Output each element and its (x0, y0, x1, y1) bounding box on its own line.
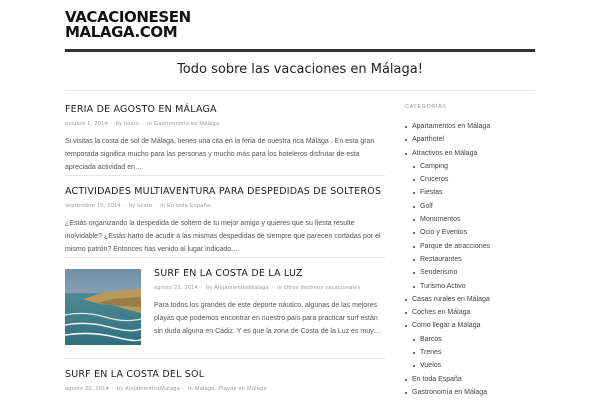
site-tagline: Todo sobre las vacaciones en Málaga! (177, 62, 423, 77)
post-category[interactable]: in En toda España (160, 203, 211, 209)
post-author[interactable]: by luisro (129, 203, 153, 209)
coastal-cliffs-image (65, 269, 141, 345)
post-divider (65, 175, 385, 176)
logo-line-2: MALAGA.COM (65, 23, 178, 41)
post-meta: agosto 20, 2014 · by AlojamientosMalaga · in Málaga, Playas en Málaga (65, 386, 267, 392)
post-thumbnail[interactable] (65, 269, 141, 345)
post-meta: octubre 1, 2014 · by luisro · in Gastronomía en Málaga (65, 121, 220, 127)
post-date[interactable]: septiembre 15, 2014 (65, 203, 121, 209)
post-author[interactable]: by AlojamientosMalaga (117, 386, 180, 392)
post-title-link[interactable]: ACTIVIDADES MULTIAVENTURA PARA DESPEDIDAS DE SOLTEROS (65, 186, 382, 197)
subcategory-item[interactable]: Camping (405, 160, 540, 173)
subcategory-item[interactable]: Barcos (405, 333, 540, 346)
subcategory-item[interactable]: Golf (405, 200, 540, 213)
post-divider (65, 257, 385, 258)
subcategory-item[interactable]: Senderismo (405, 266, 540, 279)
category-item[interactable]: Aparthotel (405, 133, 540, 146)
subcategory-item[interactable]: Trenes (405, 346, 540, 359)
post-category[interactable]: in Otros destinos vacacionales (277, 285, 361, 291)
post-title-link[interactable]: SURF EN LA COSTA DE LA LUZ (154, 268, 303, 279)
post-date[interactable]: agosto 20, 2014 (65, 386, 109, 392)
post-feria-de-agosto (65, 104, 385, 174)
post-excerpt: Si visitas la costa de sol de Málaga, tienes una cita en la feria de nuestra rica Málaga . En esta gran temporada significa mucho para las personas y mucho más para los hoteleros disfrutar de esta apreciada actividad en… (65, 138, 375, 171)
category-item[interactable]: Atractivos en Málaga (405, 147, 540, 160)
post-divider (65, 358, 385, 359)
post-date[interactable]: agosto 21, 2014 (154, 285, 198, 291)
post-meta: agosto 21, 2014 · by AlojamientosMalaga · in Otros destinos vacacionales (154, 285, 361, 291)
subcategory-item[interactable]: Vuelos (405, 359, 540, 372)
post-category[interactable]: in Gastronomía en Málaga (147, 121, 220, 127)
sidebar-title: CATEGORÍAS (405, 104, 447, 110)
category-item[interactable]: Casas rurales en Málaga (405, 293, 540, 306)
tagline-divider (65, 90, 535, 91)
subcategory-item[interactable]: Parque de atracciones (405, 240, 540, 253)
post-category[interactable]: in Málaga, Playas en Málaga (188, 386, 267, 392)
post-meta: septiembre 15, 2014 · by luisro · in En toda España (65, 203, 211, 209)
post-actividades-multiaventura (65, 186, 385, 256)
category-item[interactable]: En toda España (405, 373, 540, 386)
post-excerpt: ¿Estás organizando la despedida de soltero de tu mejor amigo y quieres que su fiesta resulte inolvidable? ¿Estás harto de acudir a las mismas despedidas de siempre que parecen cortadas por el mismo patrón? Entonces has venido al lugar indicado,… (65, 220, 381, 253)
sidebar-categories (405, 104, 540, 399)
subcategory-item[interactable]: Monumentos (405, 213, 540, 226)
post-surf-costa-del-sol (65, 369, 385, 392)
category-item[interactable]: Coches en Málaga (405, 306, 540, 319)
post-surf-costa-de-la-luz (154, 268, 385, 338)
header-bar (65, 49, 535, 52)
category-list (405, 120, 540, 399)
subcategory-item[interactable]: Fiestas (405, 186, 540, 199)
subcategory-item[interactable]: Restaurantes (405, 253, 540, 266)
site-logo[interactable] (65, 10, 191, 40)
subcategory-item[interactable]: Cruceros (405, 173, 540, 186)
post-author[interactable]: by luisro (115, 121, 140, 127)
category-item[interactable]: Apartamentos en Málaga (405, 120, 540, 133)
category-item[interactable]: Como llegar a Málaga (405, 319, 540, 332)
subcategory-item[interactable]: Turismo Activo (405, 280, 540, 293)
post-author[interactable]: by AlojamientosMalaga (206, 285, 269, 291)
post-date[interactable]: octubre 1, 2014 (65, 121, 108, 127)
post-title-link[interactable]: SURF EN LA COSTA DEL SOL (65, 369, 205, 380)
subcategory-item[interactable]: Ocio y Eventos (405, 226, 540, 239)
post-title-link[interactable]: FERIA DE AGOSTO EN MÁLAGA (65, 104, 217, 115)
logo-line-1: VACACIONESEN (65, 8, 191, 26)
post-excerpt: Para todos los grandes de este deporte náutico, algunas de las mejores playas que podemos encontrar en nuestro país para practicar surf están sin duda alguna en Cádiz. Y es que la zona de Costa de la Luz es muy… (154, 302, 381, 335)
category-item[interactable]: Gastronomía en Málaga (405, 386, 540, 399)
